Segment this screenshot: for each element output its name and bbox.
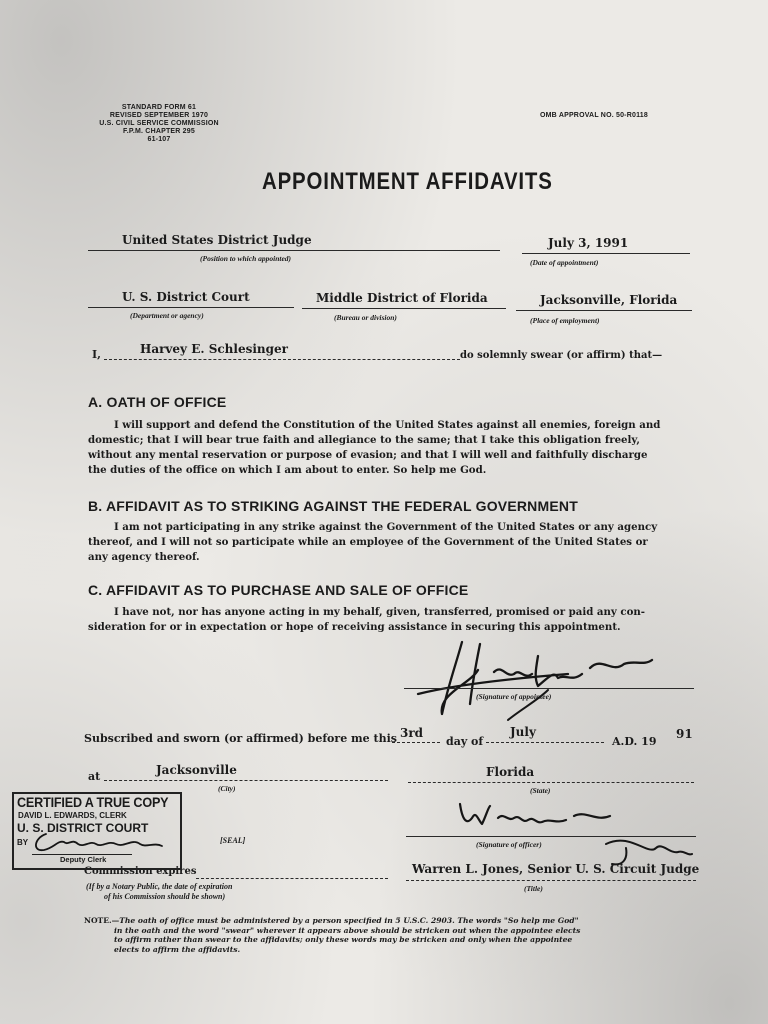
form-number: STANDARD FORM 61 [121, 104, 197, 111]
stamp-deputy: Deputy Clerk [60, 855, 107, 864]
form-header-left [84, 104, 234, 144]
appointment-date-caption: (Date of appointment) [530, 258, 599, 267]
section-a-text [88, 418, 698, 478]
footnote-line-3: to affirm rather than swear to the affidavits; only these words may be stricken and only when the appointee [114, 935, 573, 944]
seal-label: [SEAL] [220, 836, 246, 845]
place-line [516, 310, 692, 311]
clerk-signature [28, 828, 178, 856]
position-line [88, 250, 500, 251]
section-a-line-3: without any mental reservation or purpose of evasion; and that I will well and faithfully discharge [88, 449, 648, 461]
commission-label: Commission expires [84, 866, 197, 877]
form-issuer: U.S. CIVIL SERVICE COMMISSION [99, 120, 219, 127]
subscribed-day-of: day of [446, 735, 484, 748]
at-label: at [88, 770, 101, 783]
officer-signature-caption: (Signature of officer) [476, 840, 542, 849]
department-caption: (Department or agency) [130, 311, 204, 320]
state-line [408, 782, 694, 783]
form-chapter: F.P.M. CHAPTER 295 [123, 128, 195, 135]
footnote-label: NOTE.— [84, 916, 120, 925]
oath-prefix: I, [92, 348, 101, 361]
appointee-signature-line [404, 688, 694, 689]
city-value: Jacksonville [156, 763, 237, 777]
officer-title-caption: (Title) [524, 884, 543, 893]
appointment-date-line [522, 253, 690, 254]
commission-note-2: of his Commission should be shown) [104, 892, 226, 901]
footnote-line-1: The oath of office must be administered by a person specified in 5 U.S.C. 2903. The words "So help me God" [119, 916, 579, 925]
subscribed-month: July [510, 725, 536, 739]
appointment-date-value: July 3, 1991 [548, 236, 629, 250]
footnote [84, 916, 700, 954]
officer-title-line [406, 880, 696, 881]
bureau-value: Middle District of Florida [316, 291, 488, 305]
department-line [88, 307, 294, 308]
form-revision: REVISED SEPTEMBER 1970 [109, 112, 209, 119]
footnote-line-2: in the oath and the word "swear" wherever it appears above should be stricken out when the appointee elects [114, 925, 581, 935]
page-title: APPOINTMENT AFFIDAVITS [262, 168, 553, 195]
subscribed-ad: A.D. 19 [612, 735, 657, 748]
place-value: Jacksonville, Florida [540, 293, 678, 307]
subscribed-text: Subscribed and sworn (or affirmed) before me this [84, 732, 397, 745]
section-b-text [88, 520, 698, 565]
section-c-line-2: sideration for or in expectation or hope of receiving assistance in securing this appointment. [88, 621, 621, 633]
omb-approval: OMB APPROVAL NO. 50-R0118 [540, 112, 648, 119]
oath-suffix: do solemnly swear (or affirm) that— [460, 350, 663, 361]
section-c-text [88, 605, 698, 635]
name-line [104, 359, 460, 360]
commission-line [196, 878, 388, 879]
section-c-line-1: I have not, nor has anyone acting in my behalf, given, transferred, promised or paid any con- [114, 606, 646, 618]
subscribed-day: 3rd [400, 726, 424, 740]
position-caption: (Position to which appointed) [200, 254, 292, 263]
form-code: 61-107 [147, 136, 171, 143]
bureau-line [302, 308, 506, 309]
section-b-line-3: any agency thereof. [88, 551, 200, 563]
section-b-line-2: thereof, and I will not so participate while an employee of the Government of the United States or [88, 536, 648, 548]
section-a-line-4: the duties of the office on which I am about to enter. So help me God. [88, 464, 487, 476]
subscribed-year: 91 [676, 727, 693, 741]
commission-note-1: (If by a Notary Public, the date of expiration [86, 882, 233, 891]
section-a-heading: A. OATH OF OFFICE [88, 394, 227, 410]
officer-title-value: Warren L. Jones, Senior U. S. Circuit Judge [412, 862, 700, 876]
subscribed-month-line [486, 742, 604, 743]
department-value: U. S. District Court [122, 290, 250, 304]
certified-copy-stamp [12, 792, 182, 870]
section-a-line-1: I will support and defend the Constitution of the United States against all enemies, foreign and [114, 419, 661, 431]
appointee-signature [398, 634, 698, 726]
section-b-heading: B. AFFIDAVIT AS TO STRIKING AGAINST THE FEDERAL GOVERNMENT [88, 498, 578, 514]
officer-signature-line [406, 836, 696, 837]
state-value: Florida [486, 765, 535, 779]
city-caption: (City) [218, 784, 236, 793]
section-a-line-2: domestic; that I will bear true faith and allegiance to the same; that I take this obligation freely, [88, 434, 640, 446]
stamp-line-1: CERTIFIED A TRUE COPY [17, 794, 169, 810]
place-caption: (Place of employment) [530, 316, 600, 325]
stamp-by: BY [17, 838, 29, 847]
section-c-heading: C. AFFIDAVIT AS TO PURCHASE AND SALE OF OFFICE [88, 582, 469, 598]
state-caption: (State) [530, 786, 551, 795]
position-value: United States District Judge [122, 233, 312, 247]
city-line [104, 780, 388, 781]
stamp-line-3: U. S. DISTRICT COURT [17, 821, 149, 835]
bureau-caption: (Bureau or division) [334, 313, 397, 322]
footnote-line-4: elects to affirm the affidavits. [114, 944, 241, 954]
stamp-line-2: DAVID L. EDWARDS, CLERK [18, 811, 127, 820]
appointee-name: Harvey E. Schlesinger [140, 342, 288, 356]
appointee-signature-caption: (Signature of appointee) [476, 692, 552, 701]
subscribed-day-line [392, 742, 440, 743]
section-b-line-1: I am not participating in any strike against the Government of the United States or any agency [114, 521, 658, 533]
